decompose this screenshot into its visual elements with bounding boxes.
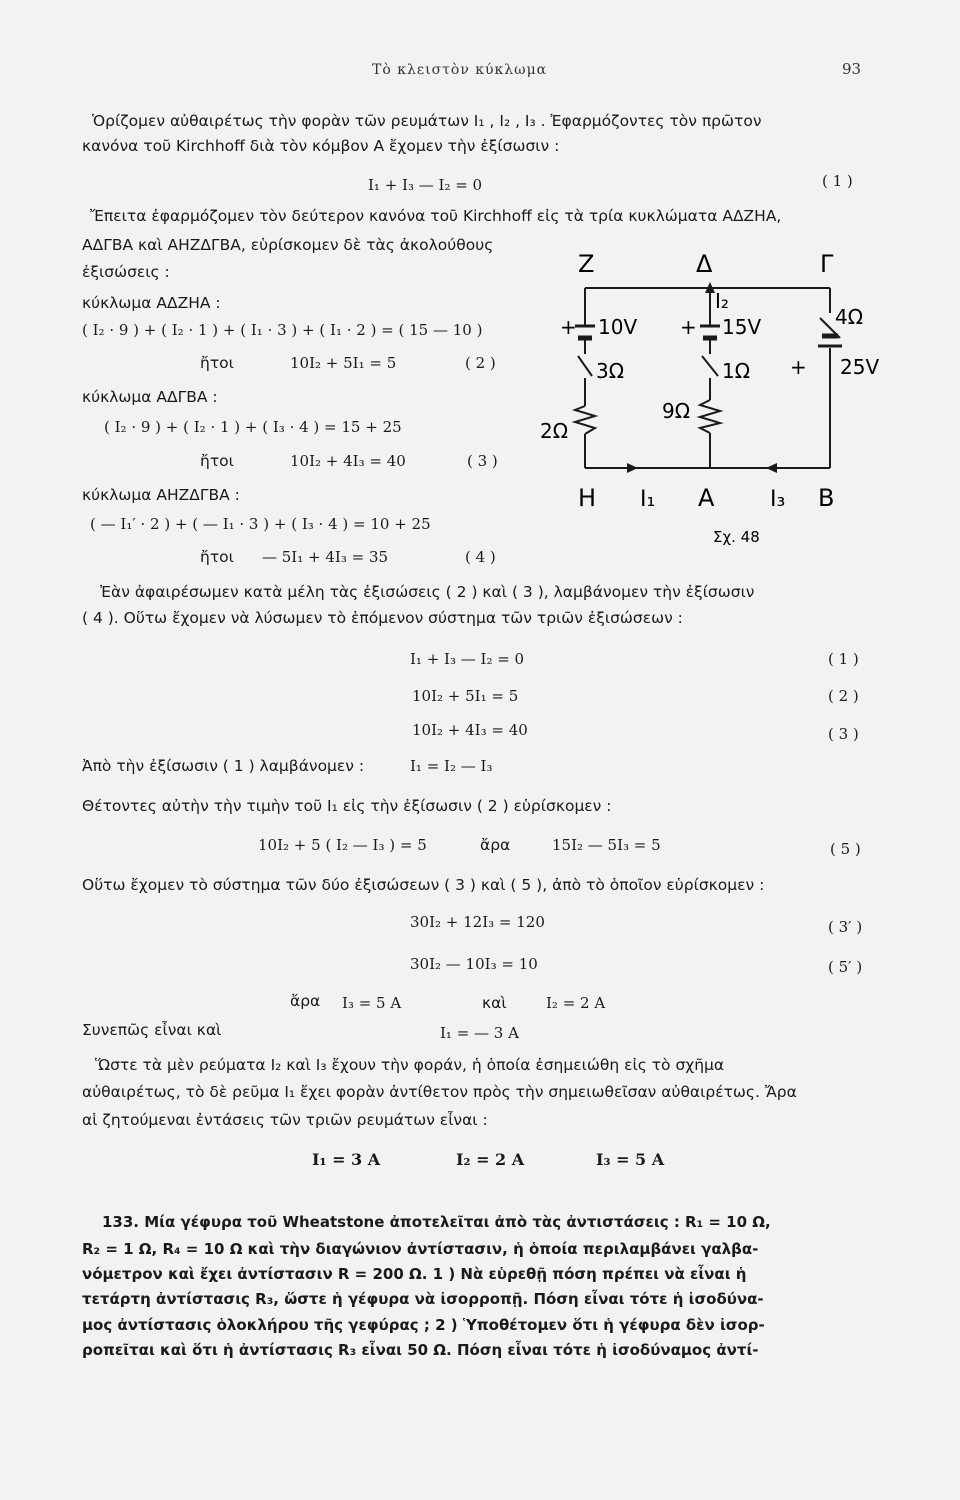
source-10v-label: 10V <box>598 315 638 339</box>
system-tag-1: ( 1 ) <box>828 650 859 668</box>
final-i3: I₃ = 5 A <box>596 1150 665 1169</box>
from-eq1-text: Ἀπὸ τὴν ἐξίσωσιν ( 1 ) λαμβάνομεν : <box>82 757 365 775</box>
eq5-tag: ( 5 ) <box>830 840 861 858</box>
conclusion-line-3: αἱ ζητούμεναι ἐντάσεις τῶν τριῶν ρευμάτων εἶναι : <box>82 1111 488 1129</box>
loop-1-result: 10I₂ + 5I₁ = 5 <box>290 354 397 372</box>
resistor-4-label: 4Ω <box>835 305 864 329</box>
system-tag-3: ( 3 ) <box>828 725 859 743</box>
results-i2: I₂ = 2 A <box>546 994 606 1012</box>
circuit-figure <box>530 238 880 558</box>
final-i1: I₁ = 3 A <box>312 1150 381 1169</box>
figure-caption: Σχ. 48 <box>713 528 760 546</box>
resistor-1-label: 1Ω <box>722 359 751 383</box>
node-B-label: Β <box>818 484 835 512</box>
page-number: 93 <box>842 60 862 78</box>
eq3p-expr: 30I₂ + 12I₃ = 120 <box>410 913 545 931</box>
from-eq1-expr: I₁ = I₂ — I₃ <box>410 757 493 775</box>
subtract-line-1: Ἐὰν ἀφαιρέσωμεν κατὰ μέλη τὰς ἐξισώσεις ( 2 ) καὶ ( 3 ), λαμβάνομεν τὴν ἐξίσωσιν <box>100 583 755 601</box>
substitute-text: Θέτοντες αὐτὴν τὴν τιμὴν τοῦ I₁ εἰς τὴν ἐξίσωσιν ( 2 ) εὑρίσκομεν : <box>82 797 612 815</box>
loop-2-result: 10I₂ + 4I₃ = 40 <box>290 452 406 470</box>
problem-133-line-5: μος ἀντίστασις ὁλοκλήρου τῆς γεφύρας ; 2 ) Ὑποθέτομεν ὅτι ἡ γέφυρα δὲν ἰσορ- <box>82 1316 765 1334</box>
eq1-expression: I₁ + I₃ — I₂ = 0 <box>368 176 483 194</box>
source-25v-label: 25V <box>840 355 880 379</box>
results-consequently: Συνεπῶς εἶναι καὶ <box>82 1021 222 1039</box>
source-25v-plus: + <box>790 355 807 379</box>
subtract-line-2: ( 4 ). Οὕτω ἔχομεν νὰ λύσωμεν τὸ ἑπόμενον σύστημα τῶν τριῶν ἐξισώσεων : <box>82 609 683 627</box>
system-tag-2: ( 2 ) <box>828 687 859 705</box>
eq5p-expr: 30I₂ — 10I₃ = 10 <box>410 955 538 973</box>
loop-2-label: κύκλωμα ΑΔΓΒΑ : <box>82 388 218 406</box>
node-H-label: Η <box>578 484 597 512</box>
two-system-text: Οὕτω ἔχομεν τὸ σύστημα τῶν δύο ἐξισώσεων ( 3 ) καὶ ( 5 ), ἀπὸ τὸ ὁποῖον εὑρίσκομεν : <box>82 876 765 894</box>
second-rule-line-1: Ἔπειτα ἐφαρμόζομεν τὸν δεύτερον κανόνα τοῦ Kirchhoff εἰς τὰ τρία κυκλώματα ΑΔΖΗΑ, <box>90 207 782 225</box>
system-eq-2: 10I₂ + 5I₁ = 5 <box>412 687 519 705</box>
node-Z-label: Z <box>578 250 595 278</box>
problem-133-line-4: τετάρτη ἀντίστασις R₃, ὥστε ἡ γέφυρα νὰ ἰσορροπῇ. Πόση εἶναι τότε ἡ ἰσοδύνα- <box>82 1290 764 1308</box>
loop-3-hence: ἤτοι <box>200 548 234 566</box>
intro-line-2: κανόνα τοῦ Kirchhoff διὰ τὸν κόμβον Α ἔχομεν τὴν ἐξίσωσιν : <box>82 137 560 155</box>
loop-3-result: — 5I₁ + 4I₃ = 35 <box>262 548 389 566</box>
system-eq-3: 10I₂ + 4I₃ = 40 <box>412 721 528 739</box>
eq3p-tag: ( 3′ ) <box>828 918 863 936</box>
resistor-9-label: 9Ω <box>662 399 691 423</box>
conclusion-line-1: Ὥστε τὰ μὲν ρεύματα I₂ καὶ I₃ ἔχουν τὴν φοράν, ἡ ὁποία ἐσημειώθη εἰς τὸ σχῆμα <box>95 1056 725 1074</box>
problem-133-line-3: νόμετρον καὶ ἔχει ἀντίστασιν R = 200 Ω. 1 ) Νὰ εὑρεθῇ πόση πρέπει νὰ εἶναι ἡ <box>82 1265 747 1283</box>
running-header: Τὸ κλειστὸν κύκλωμα <box>372 62 548 78</box>
problem-133-line-1: 133. Μία γέφυρα τοῦ Wheatstone ἀποτελεῖται ἀπὸ τὰς ἀντιστάσεις : R₁ = 10 Ω, <box>102 1213 771 1231</box>
node-A-label: Α <box>698 484 715 512</box>
resistor-3-label: 3Ω <box>596 359 625 383</box>
loop-2-hence: ἤτοι <box>200 452 234 470</box>
loop-3-label: κύκλωμα ΑΗΖΔΓΒΑ : <box>82 486 240 504</box>
results-i1: I₁ = — 3 A <box>440 1024 519 1042</box>
results-kai: καὶ <box>482 994 507 1012</box>
conclusion-line-2: αὐθαιρέτως, τὸ δὲ ρεῦμα I₁ ἔχει φορὰν ἀντίθετον πρὸς τὴν σημειωθεῖσαν αὐθαιρέτως. Ἄρα <box>82 1083 797 1101</box>
node-D-label: Δ <box>696 250 713 278</box>
eq5-left: 10I₂ + 5 ( I₂ — I₃ ) = 5 <box>258 836 427 854</box>
eq5-word: ἄρα <box>480 836 511 854</box>
current-I1-label: I₁ <box>640 487 656 512</box>
current-I2-label: I₂ <box>715 289 729 313</box>
loop-2-tag: ( 3 ) <box>467 452 498 470</box>
loop-3-tag: ( 4 ) <box>465 548 496 566</box>
loop-1-hence: ἤτοι <box>200 354 234 372</box>
node-G-label: Γ <box>820 250 834 278</box>
results-i3: I₃ = 5 A <box>342 994 402 1012</box>
eq1-tag: ( 1 ) <box>822 172 853 190</box>
results-ara: ἄρα <box>290 992 321 1010</box>
loop-2-equation: ( I₂ · 9 ) + ( I₂ · 1 ) + ( I₃ · 4 ) = 15 + 25 <box>104 418 402 436</box>
source-15v-plus: + <box>680 315 697 339</box>
loop-1-equation: ( I₂ · 9 ) + ( I₂ · 1 ) + ( I₁ · 3 ) + ( I₁ · 2 ) = ( 15 — 10 ) <box>82 321 483 339</box>
source-10v-plus: + <box>560 315 577 339</box>
current-I3-label: I₃ <box>770 487 786 512</box>
eq5-right: 15I₂ — 5I₃ = 5 <box>552 836 661 854</box>
loop-1-tag: ( 2 ) <box>465 354 496 372</box>
loop-3-equation: ( — I₁′ · 2 ) + ( — I₁ · 3 ) + ( I₃ · 4 ) = 10 + 25 <box>90 515 431 533</box>
system-eq-1: I₁ + I₃ — I₂ = 0 <box>410 650 525 668</box>
intro-line-1: Ὁρίζομεν αὐθαιρέτως τὴν φορὰν τῶν ρευμάτων I₁ , I₂ , I₃ . Ἐφαρμόζοντες τὸν πρῶτον <box>92 112 762 130</box>
resistor-2-label: 2Ω <box>540 419 569 443</box>
source-15v-label: 15V <box>722 315 762 339</box>
second-rule-line-2: ΑΔΓΒΑ καὶ ΑΗΖΔΓΒΑ, εὑρίσκομεν δὲ τὰς ἀκολούθους <box>82 236 494 254</box>
eq5p-tag: ( 5′ ) <box>828 958 863 976</box>
second-rule-line-3: ἐξισώσεις : <box>82 263 170 281</box>
problem-133-line-2: R₂ = 1 Ω, R₄ = 10 Ω καὶ τὴν διαγώνιον ἀντίστασιν, ἡ ὁποία περιλαμβάνει γαλβα- <box>82 1240 759 1258</box>
final-i2: I₂ = 2 A <box>456 1150 525 1169</box>
loop-1-label: κύκλωμα ΑΔΖΗΑ : <box>82 294 221 312</box>
problem-133-line-6: ροπεῖται καὶ ὅτι ἡ ἀντίστασις R₃ εἶναι 50 Ω. Πόση εἶναι τότε ἡ ἰσοδύναμος ἀντί- <box>82 1341 759 1359</box>
